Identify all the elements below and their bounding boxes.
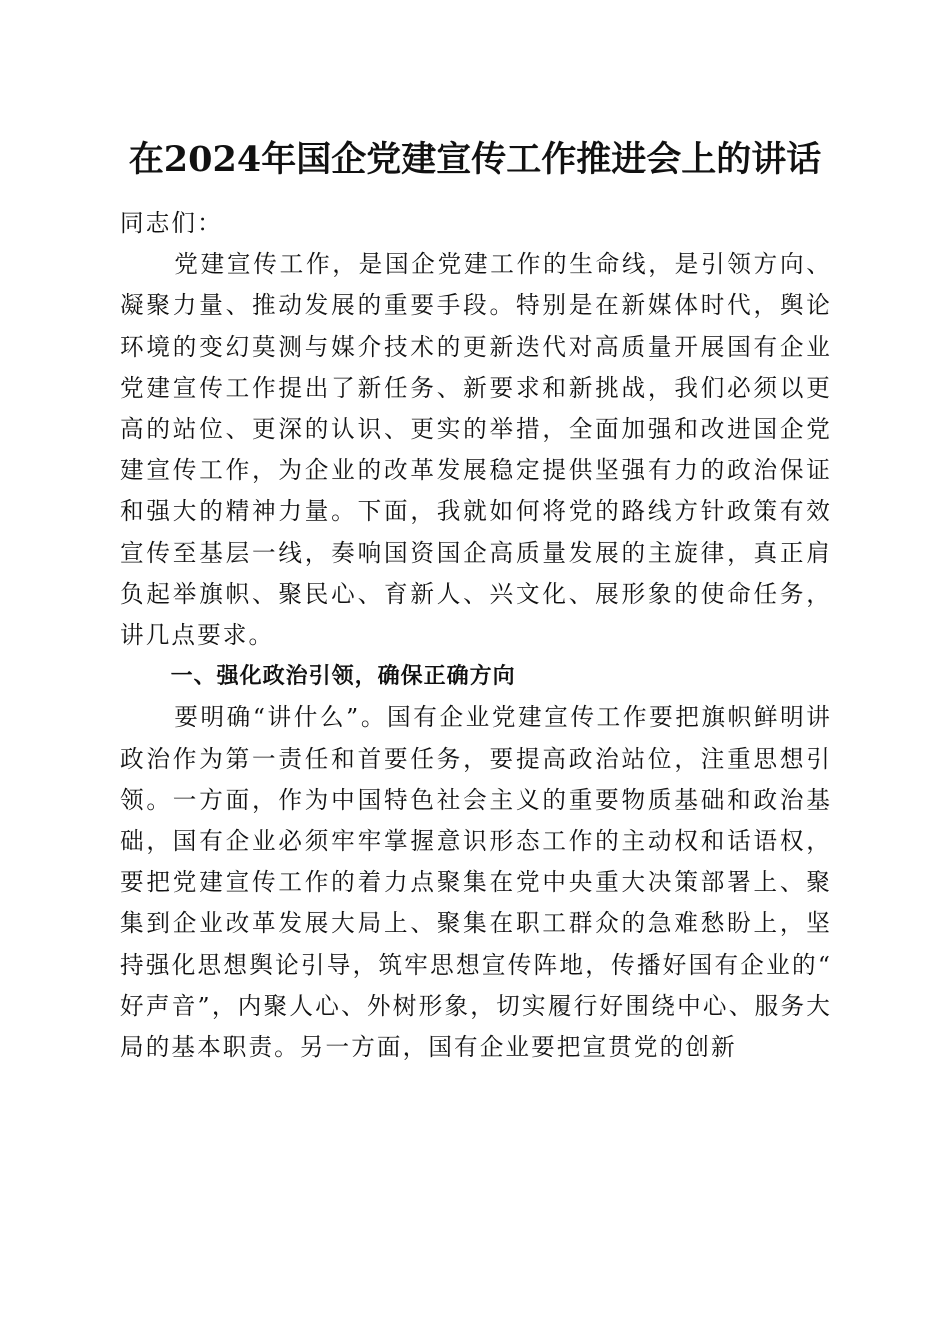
document-title: 在2024年国企党建宣传工作推进会上的讲话 <box>128 139 822 180</box>
intro-paragraph: 党建宣传工作，是国企党建工作的生命线，是引领方向、凝聚力量、推动发展的重要手段。特别是在新媒体时代，舆论环境的变幻莫测与媒介技术的更新迭代对高质量开展国有企业党建宣传工作提出了新任务、新要求和新挑战，我们必须以更高的站位、更深的认识、更实的举措，全面加强和改进国企党建宣传工作，为企业的改革发展稳定提供坚强有力的政治保证和强大的精神力量。下面，我就如何将党的路线方针政策有效宣传至基层一线，奏响国资国企高质量发展的主旋律，真正肩负起举旗帜、聚民心、育新人、兴文化、展形象的使命任务，讲几点要求。 <box>120 250 832 650</box>
section-heading: 一、强化政治引领，确保正确方向 <box>170 664 516 690</box>
section-paragraph: 要明确“讲什么”。国有企业党建宣传工作要把旗帜鲜明讲政治作为第一责任和首要任务，要提高政治站位，注重思想引领。一方面，作为中国特色社会主义的重要物质基础和政治基础，国有企业必须牢牢掌握意识形态工作的主动权和话语权，要把党建宣传工作的着力点聚集在党中央重大决策部署上、聚集到企业改革发展大局上、聚集在职工群众的急难愁盼上，坚持强化思想舆论引导，筑牢思想宣传阵地，传播好国有企业的“好声音”，内聚人心、外树形象，切实履行好围绕中心、服务大局的基本职责。另一方面，国有企业要把宣贯党的创新 <box>120 703 832 1062</box>
salutation: 同志们： <box>120 209 223 237</box>
document-body <box>120 203 832 1068</box>
